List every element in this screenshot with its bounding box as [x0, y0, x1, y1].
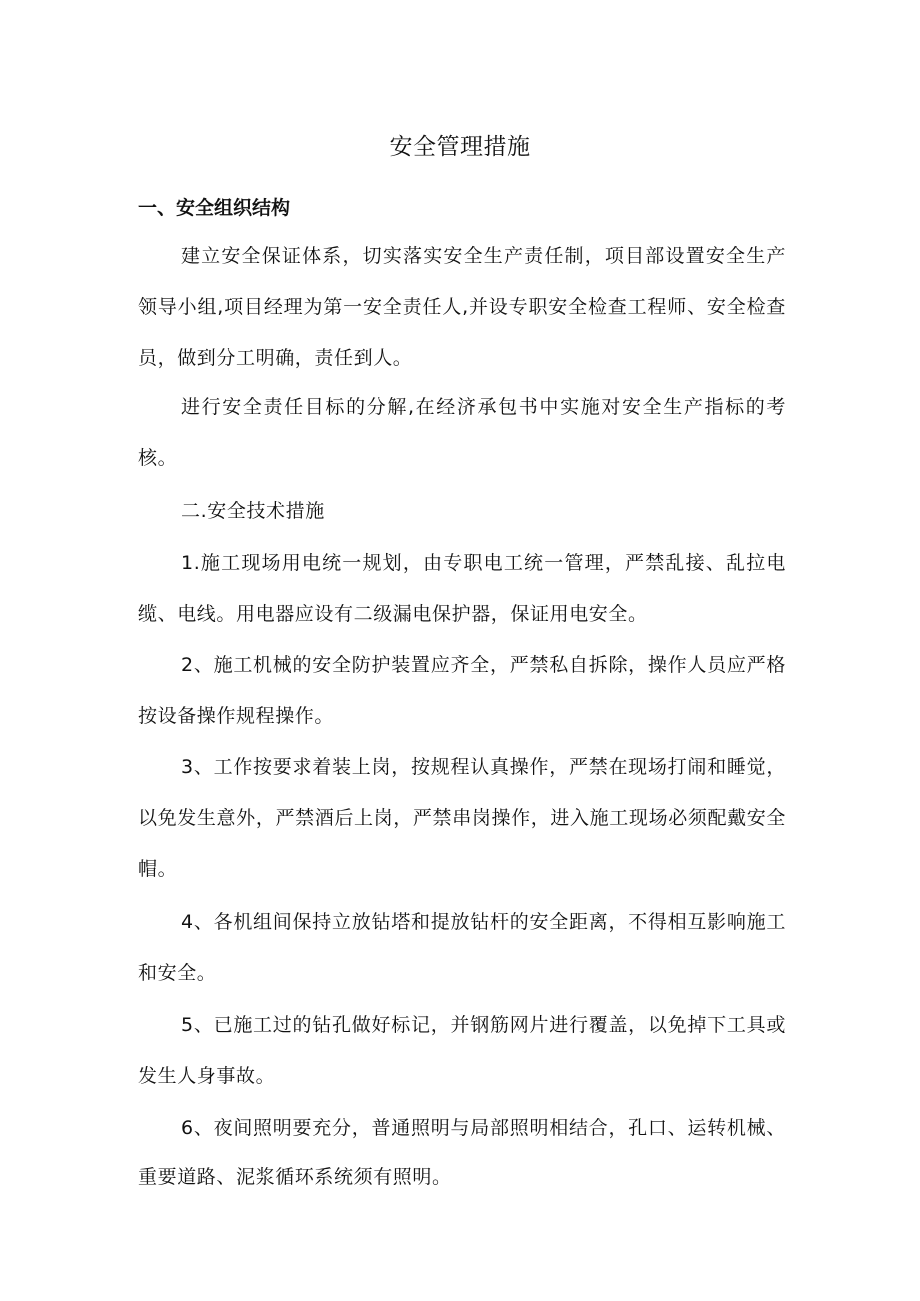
section-heading-organization: 一、安全组织结构 [138, 197, 291, 219]
paragraph-item-2-machinery: 2、施工机械的安全防护装置应齐全，严禁私自拆除，操作人员应严格按设备操作规程操作。 [138, 654, 786, 727]
paragraph-item-3-work-attire: 3、工作按要求着装上岗，按规程认真操作，严禁在现场打闹和睡觉，以免发生意外，严禁酒后上岗，严禁串岗操作，进入施工现场必须配戴安全帽。 [138, 756, 786, 880]
paragraph-item-5-drill-holes: 5、已施工过的钻孔做好标记，并钢筋网片进行覆盖，以免掉下工具或发生人身事故。 [138, 1014, 786, 1087]
paragraph-item-4-distance: 4、各机组间保持立放钻塔和提放钻杆的安全距离，不得相互影响施工和安全。 [138, 911, 786, 984]
paragraph-responsibility-targets: 进行安全责任目标的分解,在经济承包书中实施对安全生产指标的考核。 [138, 396, 786, 469]
paragraph-item-1-electricity: 1.施工现场用电统一规划，由专职电工统一管理，严禁乱接、乱拉电缆、电线。用电器应设有二级漏电保护器，保证用电安全。 [138, 552, 786, 625]
document-title: 安全管理措施 [389, 134, 531, 160]
section-heading-technical-measures: 二.安全技术措施 [181, 500, 325, 522]
paragraph-safety-system: 建立安全保证体系，切实落实安全生产责任制，项目部设置安全生产领导小组,项目经理为第一安全责任人,并设专职安全检查工程师、安全检查员，做到分工明确，责任到人。 [138, 245, 786, 369]
paragraph-item-6-lighting: 6、夜间照明要充分，普通照明与局部照明相结合，孔口、运转机械、重要道路、泥浆循环系统须有照明。 [138, 1117, 786, 1188]
